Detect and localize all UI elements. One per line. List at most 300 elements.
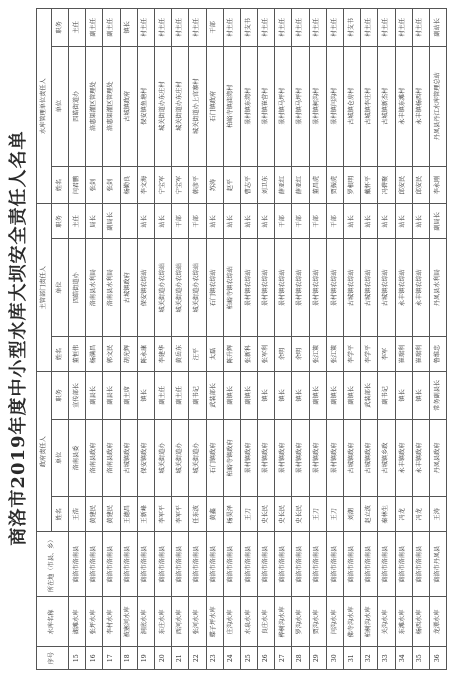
cell-seq: 25 xyxy=(240,647,257,670)
cell-gov-post: 副主任 xyxy=(154,372,171,420)
cell-mgmt-post: 村主任 xyxy=(189,9,206,47)
cell-gov-name: 王刀 xyxy=(240,497,257,532)
cell-location: 商洛市洛南县 xyxy=(275,532,292,597)
cell-gov-post: 副主席 xyxy=(120,372,137,420)
cell-seq: 30 xyxy=(326,647,343,670)
table-row xyxy=(120,9,137,670)
cell-mgmt-post: 村主任 xyxy=(412,9,429,47)
cell-location: 商洛市洛南县 xyxy=(395,532,412,597)
header-gov-unit: 单位 xyxy=(52,419,69,497)
table-row xyxy=(258,9,275,670)
cell-gov-unit: 古城镇政府 xyxy=(361,419,378,497)
cell-dept-post: 干部 xyxy=(172,204,189,239)
cell-mgmt-unit: 景村镇马坪村 xyxy=(275,46,292,166)
cell-seq: 32 xyxy=(361,647,378,670)
cell-gov-name: 史长民 xyxy=(275,497,292,532)
table-row xyxy=(378,9,395,670)
cell-mgmt-name: 张剑 xyxy=(86,166,103,204)
cell-mgmt-unit: 景村镇东湾村 xyxy=(240,46,257,166)
cell-dept-post: 站长 xyxy=(223,204,240,239)
cell-location: 商洛市洛南县 xyxy=(412,532,429,597)
cell-location: 商洛市洛南县 xyxy=(189,532,206,597)
cell-reservoir: 罗沟水库 xyxy=(292,597,309,647)
table-row xyxy=(189,9,206,670)
cell-mgmt-post: 干部 xyxy=(206,9,223,47)
cell-location: 商洛市洛南县 xyxy=(240,532,257,597)
table-row xyxy=(137,9,154,670)
cell-mgmt-name: 杨勤良 xyxy=(120,166,137,204)
cell-gov-name: 秦林生 xyxy=(378,497,395,532)
cell-mgmt-post: 村支书 xyxy=(344,9,361,47)
cell-mgmt-name: 韩彦平 xyxy=(189,166,206,204)
cell-dept-unit: 景村镇农综站 xyxy=(258,239,275,337)
cell-reservoir: 桦树沟水库 xyxy=(275,597,292,647)
cell-seq: 26 xyxy=(258,647,275,670)
cell-reservoir: 良庄水库 xyxy=(258,597,275,647)
cell-gov-name: 李军平 xyxy=(154,497,171,532)
cell-reservoir: 张河水库 xyxy=(189,597,206,647)
cell-location: 商洛市洛南县 xyxy=(344,532,361,597)
cell-dept-unit: 景村镇农综站 xyxy=(309,239,326,337)
cell-mgmt-name: 薛亚红 xyxy=(275,166,292,204)
cell-dept-post: 站长 xyxy=(361,204,378,239)
cell-mgmt-unit: 古城镇政府 xyxy=(120,46,137,166)
cell-mgmt-name: 张剑 xyxy=(103,166,120,204)
cell-mgmt-name: 宁宝军 xyxy=(154,166,171,204)
cell-dept-post: 干部 xyxy=(326,204,343,239)
cell-mgmt-unit: 城关街道办上官寨村 xyxy=(189,46,206,166)
cell-location: 商洛市洛南县 xyxy=(378,532,395,597)
cell-location: 商洛市洛南县 xyxy=(120,532,137,597)
cell-location: 商洛市丹凤县 xyxy=(429,532,446,597)
cell-gov-unit: 城关街道办 xyxy=(154,419,171,497)
cell-dept-unit: 古城镇农综站 xyxy=(361,239,378,337)
cell-dept-unit: 柏峪寺镇农综站 xyxy=(223,239,240,337)
table-row xyxy=(344,9,361,670)
table-row xyxy=(361,9,378,670)
cell-gov-post: 副镇长 xyxy=(223,372,240,420)
cell-dept-post: 站长 xyxy=(206,204,223,239)
cell-location: 商洛市洛南县 xyxy=(206,532,223,597)
cell-mgmt-unit: 洛惠渠灌区管理处 xyxy=(103,46,120,166)
cell-reservoir: 湖滩水库 xyxy=(69,597,86,647)
cell-dept-name: 李军 xyxy=(378,337,395,372)
cell-gov-unit: 永丰镇政府 xyxy=(395,419,412,497)
cell-seq: 16 xyxy=(86,647,103,670)
cell-reservoir: 洞底水库 xyxy=(137,597,154,647)
cell-mgmt-post: 村主任 xyxy=(275,9,292,47)
table-row xyxy=(223,9,240,670)
cell-mgmt-post: 村主任 xyxy=(361,9,378,47)
header-dept-group: 主管部门责任人 xyxy=(37,204,52,372)
header-gov-post: 职务 xyxy=(52,372,69,420)
cell-dept-post: 站长 xyxy=(395,204,412,239)
cell-dept-name: 张新科 xyxy=(240,337,257,372)
cell-gov-post: 武装部长 xyxy=(206,372,223,420)
cell-gov-post: 副县长 xyxy=(86,372,103,420)
cell-dept-post: 局长 xyxy=(86,204,103,239)
cell-dept-unit: 城关街道办农综站 xyxy=(154,239,171,337)
cell-mgmt-name: 戴怀平 xyxy=(361,166,378,204)
cell-mgmt-unit: 丹凤县丹江水库管理总站 xyxy=(429,46,446,166)
cell-dept-unit: 四皓街道办 xyxy=(69,239,86,337)
cell-gov-unit: 城关街道办 xyxy=(172,419,189,497)
cell-dept-post: 站长 xyxy=(154,204,171,239)
cell-gov-name: 赵立波 xyxy=(361,497,378,532)
cell-dept-unit: 永丰镇农综站 xyxy=(412,239,429,337)
cell-location: 商洛市洛南县 xyxy=(361,532,378,597)
cell-dept-post xyxy=(120,204,137,239)
cell-mgmt-name: 曹志平 xyxy=(240,166,257,204)
cell-mgmt-post: 副主任 xyxy=(103,9,120,47)
cell-gov-name: 任东波 xyxy=(189,497,206,532)
cell-dept-name: 张军利 xyxy=(258,337,275,372)
cell-gov-unit: 永丰镇政府 xyxy=(412,419,429,497)
cell-dept-name: 杨满昌 xyxy=(86,337,103,372)
cell-mgmt-unit: 景村镇崔营村 xyxy=(258,46,275,166)
cell-mgmt-post: 村主任 xyxy=(137,9,154,47)
cell-gov-post: 副镇长 xyxy=(309,372,326,420)
cell-mgmt-name: 宁宝军 xyxy=(172,166,189,204)
header-reservoir: 水库名称 xyxy=(37,597,69,647)
cell-gov-name: 王涛 xyxy=(429,497,446,532)
cell-gov-unit: 景村镇政府 xyxy=(240,419,257,497)
cell-mgmt-post: 村支书 xyxy=(240,9,257,47)
cell-gov-name: 史长民 xyxy=(258,497,275,532)
cell-mgmt-post: 村主任 xyxy=(154,9,171,47)
cell-mgmt-post: 副站长 xyxy=(429,9,446,47)
cell-mgmt-post: 村主任 xyxy=(258,9,275,47)
cell-mgmt-unit: 石门镇政府 xyxy=(206,46,223,166)
cell-dept-name: 余明 xyxy=(275,337,292,372)
cell-dept-post: 副局长 xyxy=(103,204,120,239)
cell-mgmt-unit: 古城镇仓房村 xyxy=(344,46,361,166)
cell-reservoir: 被塞河水库 xyxy=(120,597,137,647)
cell-location: 商洛市洛南县 xyxy=(137,532,154,597)
cell-mgmt-post: 村主任 xyxy=(223,9,240,47)
cell-dept-unit: 景村镇农综站 xyxy=(326,239,343,337)
cell-gov-unit: 景村镇政府 xyxy=(309,419,326,497)
cell-mgmt-post: 副主任 xyxy=(86,9,103,47)
cell-gov-unit: 保安镇政府 xyxy=(137,419,154,497)
table-row xyxy=(412,9,429,670)
cell-gov-post: 镇长 xyxy=(258,372,275,420)
cell-dept-unit: 洛南县水利局 xyxy=(103,239,120,337)
cell-gov-post: 副书记 xyxy=(189,372,206,420)
cell-gov-name: 冯龙 xyxy=(395,497,412,532)
cell-location: 商洛市洛南县 xyxy=(103,532,120,597)
cell-dept-post: 干部 xyxy=(275,204,292,239)
cell-dept-post: 站长 xyxy=(137,204,154,239)
table-row xyxy=(69,9,86,670)
cell-mgmt-unit: 保安镇鱼塘村 xyxy=(137,46,154,166)
cell-dept-name: 陈永康 xyxy=(137,337,154,372)
cell-dept-post: 副局长 xyxy=(429,204,446,239)
cell-dept-unit: 古城镇农综站 xyxy=(344,239,361,337)
cell-gov-name: 王刀 xyxy=(326,497,343,532)
cell-mgmt-post: 村主任 xyxy=(378,9,395,47)
cell-gov-name: 刘潮 xyxy=(344,497,361,532)
cell-reservoir: 东滩水库 xyxy=(395,597,412,647)
cell-mgmt-unit: 景村镇马坪村 xyxy=(292,46,309,166)
cell-mgmt-unit: 古城镇李庄村 xyxy=(361,46,378,166)
cell-gov-name: 冯龙 xyxy=(412,497,429,532)
cell-dept-post: 干部 xyxy=(309,204,326,239)
header-gov-group: 政府责任人 xyxy=(37,372,52,532)
cell-reservoir: 杨西水库 xyxy=(412,597,429,647)
cell-gov-unit: 石门镇政府 xyxy=(206,419,223,497)
cell-reservoir: 李村水库 xyxy=(103,597,120,647)
responsibility-table xyxy=(36,8,447,670)
cell-reservoir: 西河水库 xyxy=(172,597,189,647)
cell-gov-unit: 洛南县政府 xyxy=(86,419,103,497)
cell-gov-post: 武装部长 xyxy=(361,372,378,420)
cell-gov-name: 黄鑫 xyxy=(206,497,223,532)
cell-dept-name: 崔瑞利 xyxy=(395,337,412,372)
cell-dept-post: 干部 xyxy=(292,204,309,239)
header-seq: 序号 xyxy=(37,647,69,670)
header-dept-name: 姓名 xyxy=(52,337,69,372)
cell-dept-name: 余明 xyxy=(292,337,309,372)
cell-dept-post: 站长 xyxy=(258,204,275,239)
cell-reservoir: 佛寺沟水库 xyxy=(344,597,361,647)
cell-dept-post: 站长 xyxy=(412,204,429,239)
cell-location: 商洛市洛南县 xyxy=(172,532,189,597)
cell-gov-post: 副书记 xyxy=(378,372,395,420)
cell-gov-unit: 景村镇政府 xyxy=(275,419,292,497)
cell-location: 商洛市洛南县 xyxy=(292,532,309,597)
cell-seq: 31 xyxy=(344,647,361,670)
header-mgmt-unit: 单位 xyxy=(52,46,69,166)
cell-dept-unit: 丹凤县水利局 xyxy=(429,239,446,337)
cell-seq: 22 xyxy=(189,647,206,670)
cell-dept-unit: 景村镇农综站 xyxy=(240,239,257,337)
cell-dept-post: 主任 xyxy=(69,204,86,239)
cell-mgmt-unit: 景村镇柯沟村 xyxy=(309,46,326,166)
cell-mgmt-name: 贾振虎 xyxy=(326,166,343,204)
table-row xyxy=(292,9,309,670)
cell-seq: 35 xyxy=(412,647,429,670)
cell-mgmt-name: 刘卫东 xyxy=(258,166,275,204)
cell-gov-unit: 景村镇政府 xyxy=(326,419,343,497)
cell-location: 商洛市洛南县 xyxy=(258,532,275,597)
cell-seq: 24 xyxy=(223,647,240,670)
cell-reservoir: 水泉水库 xyxy=(240,597,257,647)
cell-dept-name: 张江策 xyxy=(309,337,326,372)
cell-dept-unit: 景村镇农综站 xyxy=(292,239,309,337)
header-dept-unit: 单位 xyxy=(52,239,69,337)
cell-reservoir: 庄沟水库 xyxy=(223,597,240,647)
header-location: 所在地（市县、乡） xyxy=(37,532,69,597)
cell-mgmt-name: 赵平 xyxy=(223,166,240,204)
cell-mgmt-name: 苏涛 xyxy=(206,166,223,204)
cell-seq: 20 xyxy=(154,647,171,670)
cell-reservoir: 闫沟水库 xyxy=(326,597,343,647)
cell-mgmt-name: 冯碧聚 xyxy=(378,166,395,204)
cell-mgmt-post: 镇长 xyxy=(120,9,137,47)
table-row xyxy=(206,9,223,670)
cell-gov-name: 李军平 xyxy=(172,497,189,532)
cell-dept-name: 张江策 xyxy=(326,337,343,372)
cell-mgmt-post: 村主任 xyxy=(309,9,326,47)
cell-mgmt-post: 村主任 xyxy=(172,9,189,47)
cell-gov-name: 黄建民 xyxy=(86,497,103,532)
header-mgmt-group: 水库管理单位责任人 xyxy=(37,9,52,204)
cell-gov-unit: 洛南县政府 xyxy=(103,419,120,497)
cell-mgmt-unit: 城关街道办东庄村 xyxy=(154,46,171,166)
cell-gov-unit: 古城镇政府 xyxy=(344,419,361,497)
cell-mgmt-name: 董昌虎 xyxy=(309,166,326,204)
cell-reservoir: 龙潭水库 xyxy=(429,597,446,647)
table-row xyxy=(154,9,171,670)
cell-location: 商洛市洛南县 xyxy=(326,532,343,597)
table-row xyxy=(172,9,189,670)
header-mgmt-post: 职务 xyxy=(52,9,69,47)
cell-reservoir: 柏树沟水库 xyxy=(361,597,378,647)
cell-dept-name: 董恒伟 xyxy=(69,337,86,372)
cell-dept-unit: 永丰镇农综站 xyxy=(395,239,412,337)
cell-mgmt-name: 邱安民 xyxy=(395,166,412,204)
cell-gov-unit: 洛南县委 xyxy=(69,419,86,497)
cell-gov-name: 王浩 xyxy=(69,497,86,532)
cell-location: 商洛市洛南县 xyxy=(154,532,171,597)
cell-dept-unit: 城关街道办农综站 xyxy=(189,239,206,337)
cell-dept-name: 陈升辉 xyxy=(223,337,240,372)
cell-gov-name: 黄建民 xyxy=(103,497,120,532)
cell-seq: 19 xyxy=(137,647,154,670)
cell-mgmt-name: 李永刚 xyxy=(429,166,446,204)
cell-mgmt-name: 薛亚红 xyxy=(292,166,309,204)
cell-dept-unit: 景村镇农综站 xyxy=(275,239,292,337)
header-row-top xyxy=(37,9,52,670)
table-row xyxy=(275,9,292,670)
cell-dept-unit: 石门镇农综站 xyxy=(206,239,223,337)
cell-gov-post: 副镇长 xyxy=(326,372,343,420)
cell-gov-unit: 古城镇政府 xyxy=(120,419,137,497)
header-dept-post: 职务 xyxy=(52,204,69,239)
cell-gov-unit: 柏峪寺镇政府 xyxy=(223,419,240,497)
table-body xyxy=(69,9,447,670)
cell-seq: 17 xyxy=(103,647,120,670)
cell-gov-post: 副县长 xyxy=(103,372,120,420)
cell-gov-name: 史长民 xyxy=(292,497,309,532)
header-gov-name: 姓名 xyxy=(52,497,69,532)
cell-reservoir: 关沟水库 xyxy=(378,597,395,647)
cell-mgmt-post: 村主任 xyxy=(395,9,412,47)
cell-mgmt-unit: 景村镇闫沟村 xyxy=(326,46,343,166)
cell-dept-name: 李学平 xyxy=(361,337,378,372)
cell-seq: 33 xyxy=(378,647,395,670)
cell-seq: 15 xyxy=(69,647,86,670)
cell-reservoir: 张坪水库 xyxy=(86,597,103,647)
cell-gov-unit: 景村镇政府 xyxy=(292,419,309,497)
cell-dept-name: 鲁维忠 xyxy=(429,337,446,372)
cell-gov-unit: 丹凤县政府 xyxy=(429,419,446,497)
cell-gov-post: 镇长 xyxy=(292,372,309,420)
table-row xyxy=(395,9,412,670)
table-row xyxy=(326,9,343,670)
cell-mgmt-unit: 城关街道办东庄村 xyxy=(172,46,189,166)
table-row xyxy=(240,9,257,670)
cell-gov-unit: 城关街道办 xyxy=(189,419,206,497)
cell-gov-post: 副主任 xyxy=(172,372,189,420)
cell-gov-post: 镇长 xyxy=(395,372,412,420)
cell-mgmt-name: 罗根明 xyxy=(344,166,361,204)
cell-reservoir: 东庄水库 xyxy=(154,597,171,647)
cell-mgmt-unit: 永丰镇东滩村 xyxy=(395,46,412,166)
cell-reservoir: 贾沟水库 xyxy=(309,597,326,647)
cell-seq: 29 xyxy=(309,647,326,670)
cell-gov-post: 镇长 xyxy=(137,372,154,420)
cell-mgmt-unit: 古城镇新杰村 xyxy=(378,46,395,166)
table-row xyxy=(429,9,446,670)
cell-reservoir: 蝶子坪水库 xyxy=(206,597,223,647)
cell-gov-unit: 景村镇政府 xyxy=(258,419,275,497)
cell-seq: 21 xyxy=(172,647,189,670)
cell-gov-post: 镇长 xyxy=(412,372,429,420)
table-row xyxy=(309,9,326,670)
cell-location: 商洛市洛南县 xyxy=(309,532,326,597)
header-mgmt-name: 姓名 xyxy=(52,166,69,204)
cell-dept-post: 站长 xyxy=(240,204,257,239)
cell-dept-name: 太磊 xyxy=(206,337,223,372)
cell-gov-post: 副镇长 xyxy=(240,372,257,420)
cell-mgmt-post: 村主任 xyxy=(326,9,343,47)
document-title: 商洛市2019年度中小型水库大坝安全责任人名单 xyxy=(8,130,29,546)
cell-mgmt-name: 闫君鹏 xyxy=(69,166,86,204)
cell-gov-post: 镇长 xyxy=(275,372,292,420)
cell-dept-unit: 城关街道办农综站 xyxy=(172,239,189,337)
cell-dept-name: 黄岳东 xyxy=(172,337,189,372)
cell-dept-unit: 保安镇农综站 xyxy=(137,239,154,337)
cell-mgmt-name: 李文海 xyxy=(137,166,154,204)
cell-seq: 36 xyxy=(429,647,446,670)
cell-seq: 28 xyxy=(292,647,309,670)
cell-mgmt-name: 邱安民 xyxy=(412,166,429,204)
cell-dept-name: 崔瑞利 xyxy=(412,337,429,372)
cell-seq: 34 xyxy=(395,647,412,670)
cell-dept-post: 干部 xyxy=(189,204,206,239)
cell-gov-post: 常务副县长 xyxy=(429,372,446,420)
cell-mgmt-unit: 四皓街道办 xyxy=(69,46,86,166)
cell-location: 商洛市洛南县 xyxy=(69,532,86,597)
cell-mgmt-unit: 永丰镇杨西村 xyxy=(412,46,429,166)
cell-dept-name: 郭文民 xyxy=(103,337,120,372)
table-row xyxy=(86,9,103,670)
cell-gov-name: 杨昊泽 xyxy=(223,497,240,532)
cell-location: 商洛市洛南县 xyxy=(86,532,103,597)
cell-gov-name: 王新峰 xyxy=(137,497,154,532)
cell-gov-post: 宣传部长 xyxy=(69,372,86,420)
cell-location: 商洛市洛南县 xyxy=(223,532,240,597)
cell-dept-name: 李建华 xyxy=(154,337,171,372)
cell-mgmt-post: 村主任 xyxy=(292,9,309,47)
cell-gov-post: 副镇长 xyxy=(344,372,361,420)
cell-dept-unit: 古城镇农综站 xyxy=(378,239,395,337)
cell-gov-name: 王德昌 xyxy=(120,497,137,532)
cell-mgmt-post: 主任 xyxy=(69,9,86,47)
cell-seq: 27 xyxy=(275,647,292,670)
cell-mgmt-unit: 洛惠渠灌区管理处 xyxy=(86,46,103,166)
cell-dept-name: 李学平 xyxy=(344,337,361,372)
cell-mgmt-unit: 柏峪寺镇庙湾村 xyxy=(223,46,240,166)
table-row xyxy=(103,9,120,670)
cell-dept-post: 站长 xyxy=(344,204,361,239)
cell-gov-unit: 古城镇乡政 xyxy=(378,419,395,497)
cell-dept-post: 站长 xyxy=(378,204,395,239)
cell-seq: 23 xyxy=(206,647,223,670)
cell-dept-name: 胡光辉 xyxy=(120,337,137,372)
